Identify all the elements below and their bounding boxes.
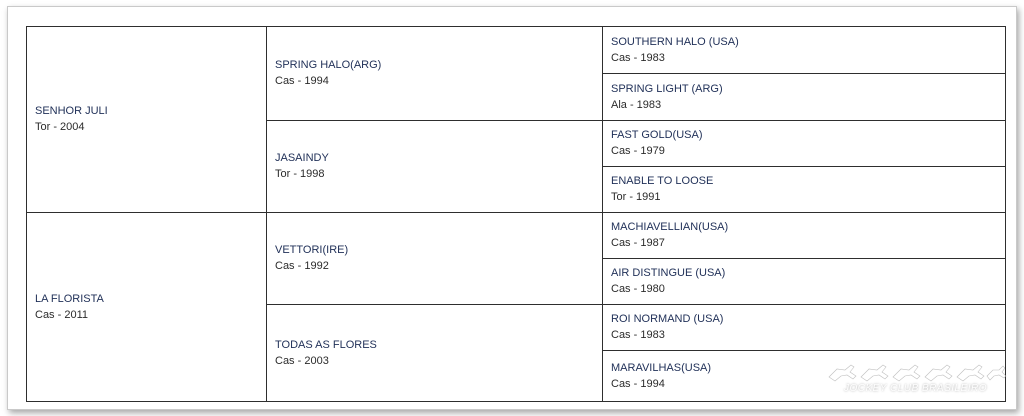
horse-info: Tor - 1998 xyxy=(275,168,325,180)
screenshot-frame xyxy=(7,6,1017,410)
horse-info: Cas - 2011 xyxy=(35,308,88,321)
pedigree-cell-sire-dam[interactable] xyxy=(267,121,603,213)
horse-info: Cas - 1979 xyxy=(611,145,665,157)
horse-info: Tor - 2004 xyxy=(35,121,85,133)
pedigree-cell-gen3[interactable] xyxy=(603,259,1006,305)
horse-name[interactable]: SPRING LIGHT (ARG) xyxy=(611,82,723,95)
horse-info: Cas - 1987 xyxy=(611,237,665,249)
pedigree-cell-dam-dam[interactable] xyxy=(267,305,603,401)
watermark-text: JOCKEY CLUB BRASILEIRO xyxy=(843,383,988,394)
pedigree-cell-gen3[interactable] xyxy=(603,305,1006,351)
horse-info: Cas - 1980 xyxy=(611,283,665,295)
pedigree-cell-gen3[interactable] xyxy=(603,213,1006,259)
horse-info: Cas - 1983 xyxy=(611,329,665,341)
horse-name[interactable]: FAST GOLD(USA) xyxy=(611,129,703,141)
pedigree-cell-dam-sire[interactable] xyxy=(267,213,603,305)
pedigree-cell-sire[interactable] xyxy=(27,27,267,213)
horse-info: Cas - 1983 xyxy=(611,51,665,64)
horse-info: Tor - 1991 xyxy=(611,191,661,203)
horse-name[interactable]: SOUTHERN HALO (USA) xyxy=(611,35,739,48)
pedigree-cell-dam[interactable] xyxy=(27,213,267,401)
horse-name[interactable]: LA FLORISTA xyxy=(35,292,104,305)
pedigree-cell-gen3[interactable] xyxy=(603,351,1006,401)
horse-info: Cas - 2003 xyxy=(275,354,329,367)
horse-info: Ala - 1983 xyxy=(611,98,662,111)
horse-name[interactable]: ENABLE TO LOOSE xyxy=(611,175,714,187)
pedigree-cell-gen3[interactable] xyxy=(603,167,1006,213)
horse-name[interactable]: SPRING HALO(ARG) xyxy=(275,59,382,71)
horse-info: Cas - 1992 xyxy=(275,260,329,272)
pedigree-cell-gen3[interactable] xyxy=(603,74,1006,121)
pedigree-cell-gen3[interactable] xyxy=(603,27,1006,74)
pedigree-cell-sire-sire[interactable] xyxy=(267,27,603,121)
horse-name[interactable]: MARAVILHAS(USA) xyxy=(611,361,712,374)
horse-name[interactable]: VETTORI(IRE) xyxy=(275,244,349,256)
pedigree-cell-gen3[interactable] xyxy=(603,121,1006,167)
horse-name[interactable]: AIR DISTINGUE (USA) xyxy=(611,267,726,279)
horse-info: Cas - 1994 xyxy=(275,75,329,87)
horse-info: Cas - 1994 xyxy=(611,377,665,390)
horse-name[interactable]: ROI NORMAND (USA) xyxy=(611,313,724,325)
horse-name[interactable]: MACHIAVELLIAN(USA) xyxy=(611,221,729,233)
horse-name[interactable]: TODAS AS FLORES xyxy=(275,338,377,351)
horse-name[interactable]: SENHOR JULI xyxy=(35,105,108,117)
pedigree-table xyxy=(26,26,1006,402)
horse-name[interactable]: JASAINDY xyxy=(275,152,329,164)
